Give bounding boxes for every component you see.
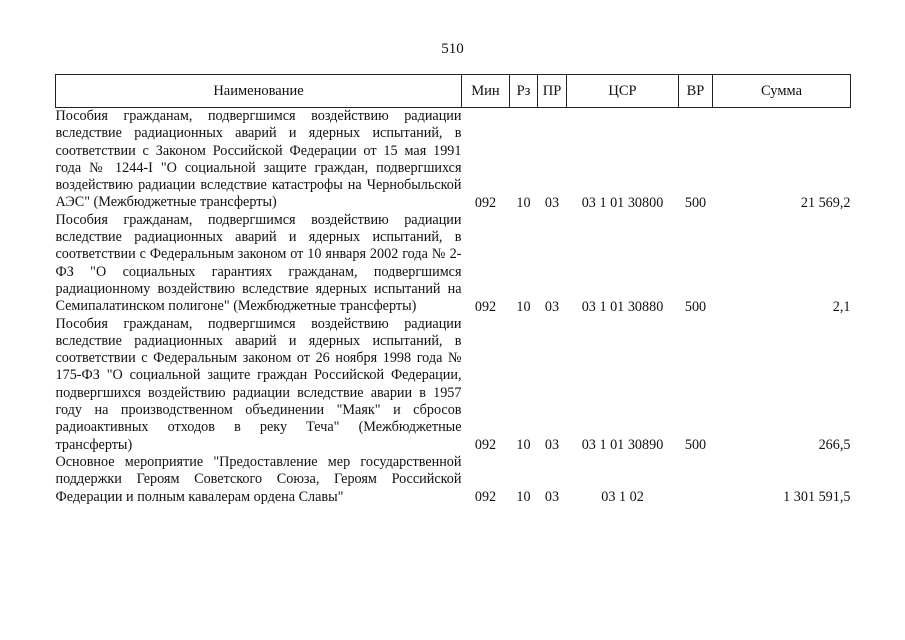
header-name: Наименование xyxy=(56,75,462,108)
row-name: Пособия гражданам, подвергшимся воздействию радиации вследствие радиационных аварий и ядерных испытаний, в соответствии с Законом Российской Федерации от 15 мая 1991 года № 1244-I "О социальной защите граждан, подвергшихся воздействию радиации вследствие катастрофы на Чернобыльской АЭС" (Межбюджетные трансферты) xyxy=(55,108,462,211)
table-row xyxy=(56,454,851,506)
page-number: 510 xyxy=(441,41,464,57)
row-csr: 03 1 01 30800 xyxy=(581,194,664,211)
row-name: Пособия гражданам, подвергшимся воздействию радиации вследствие радиационных аварий и ядерных испытаний, в соответствии с Федеральным законом от 26 ноября 1998 года № 175-ФЗ "О социальной защите граждан Российской Федерации, подвергшихся воздействию радиации вследствие аварии в 1957 году на производственном объединении "Маяк" и сбросов радиоактивных отходов в реку Теча" (Межбюджетные трансферты) xyxy=(55,315,462,453)
row-rz: 10 xyxy=(516,436,531,453)
row-pr: 03 xyxy=(544,488,560,505)
header-pr: ПР xyxy=(538,75,567,108)
table-row xyxy=(56,108,851,212)
row-csr: 03 1 01 30890 xyxy=(581,436,664,453)
row-csr: 03 1 01 30880 xyxy=(581,298,664,315)
row-name: Основное мероприятие "Предоставление мер государственной поддержки Героям Советского Союза, Героям Российской Федерации и полным кавалерам ордена Славы" xyxy=(55,453,462,505)
header-sum: Сумма xyxy=(713,75,851,108)
row-vr xyxy=(679,454,713,506)
table-row xyxy=(56,212,851,316)
row-sum: 2,1 xyxy=(832,298,851,315)
row-vr: 500 xyxy=(684,298,707,315)
row-rz: 10 xyxy=(516,194,531,211)
row-name: Пособия гражданам, подвергшимся воздействию радиации вследствие радиационных аварий и ядерных испытаний, в соответствии с Федеральным законом от 10 января 2002 года № 2-ФЗ "О социальных гарантиях гражданам, подвергшимся радиационному воздействию вследствие ядерных испытаний на Семипалатинском полигоне" (Межбюджетные трансферты) xyxy=(55,211,462,315)
row-pr: 03 xyxy=(544,194,560,211)
row-rz: 10 xyxy=(516,488,531,505)
row-vr: 500 xyxy=(684,194,707,211)
row-min: 092 xyxy=(474,194,497,211)
budget-table xyxy=(55,74,851,506)
row-pr: 03 xyxy=(544,436,560,453)
row-min: 092 xyxy=(474,298,497,315)
row-min: 092 xyxy=(474,436,497,453)
row-min: 092 xyxy=(474,488,497,505)
row-pr: 03 xyxy=(544,298,560,315)
row-csr: 03 1 02 xyxy=(601,488,644,505)
row-sum: 21 569,2 xyxy=(800,194,851,211)
header-csr: ЦСР xyxy=(567,75,679,108)
header-rz: Рз xyxy=(510,75,538,108)
header-min: Мин xyxy=(462,75,510,108)
row-sum: 1 301 591,5 xyxy=(783,488,851,505)
header-row xyxy=(56,75,851,108)
row-sum: 266,5 xyxy=(818,436,851,453)
row-rz: 10 xyxy=(516,298,531,315)
row-vr: 500 xyxy=(684,436,707,453)
header-vr: ВР xyxy=(679,75,713,108)
table-row xyxy=(56,316,851,454)
